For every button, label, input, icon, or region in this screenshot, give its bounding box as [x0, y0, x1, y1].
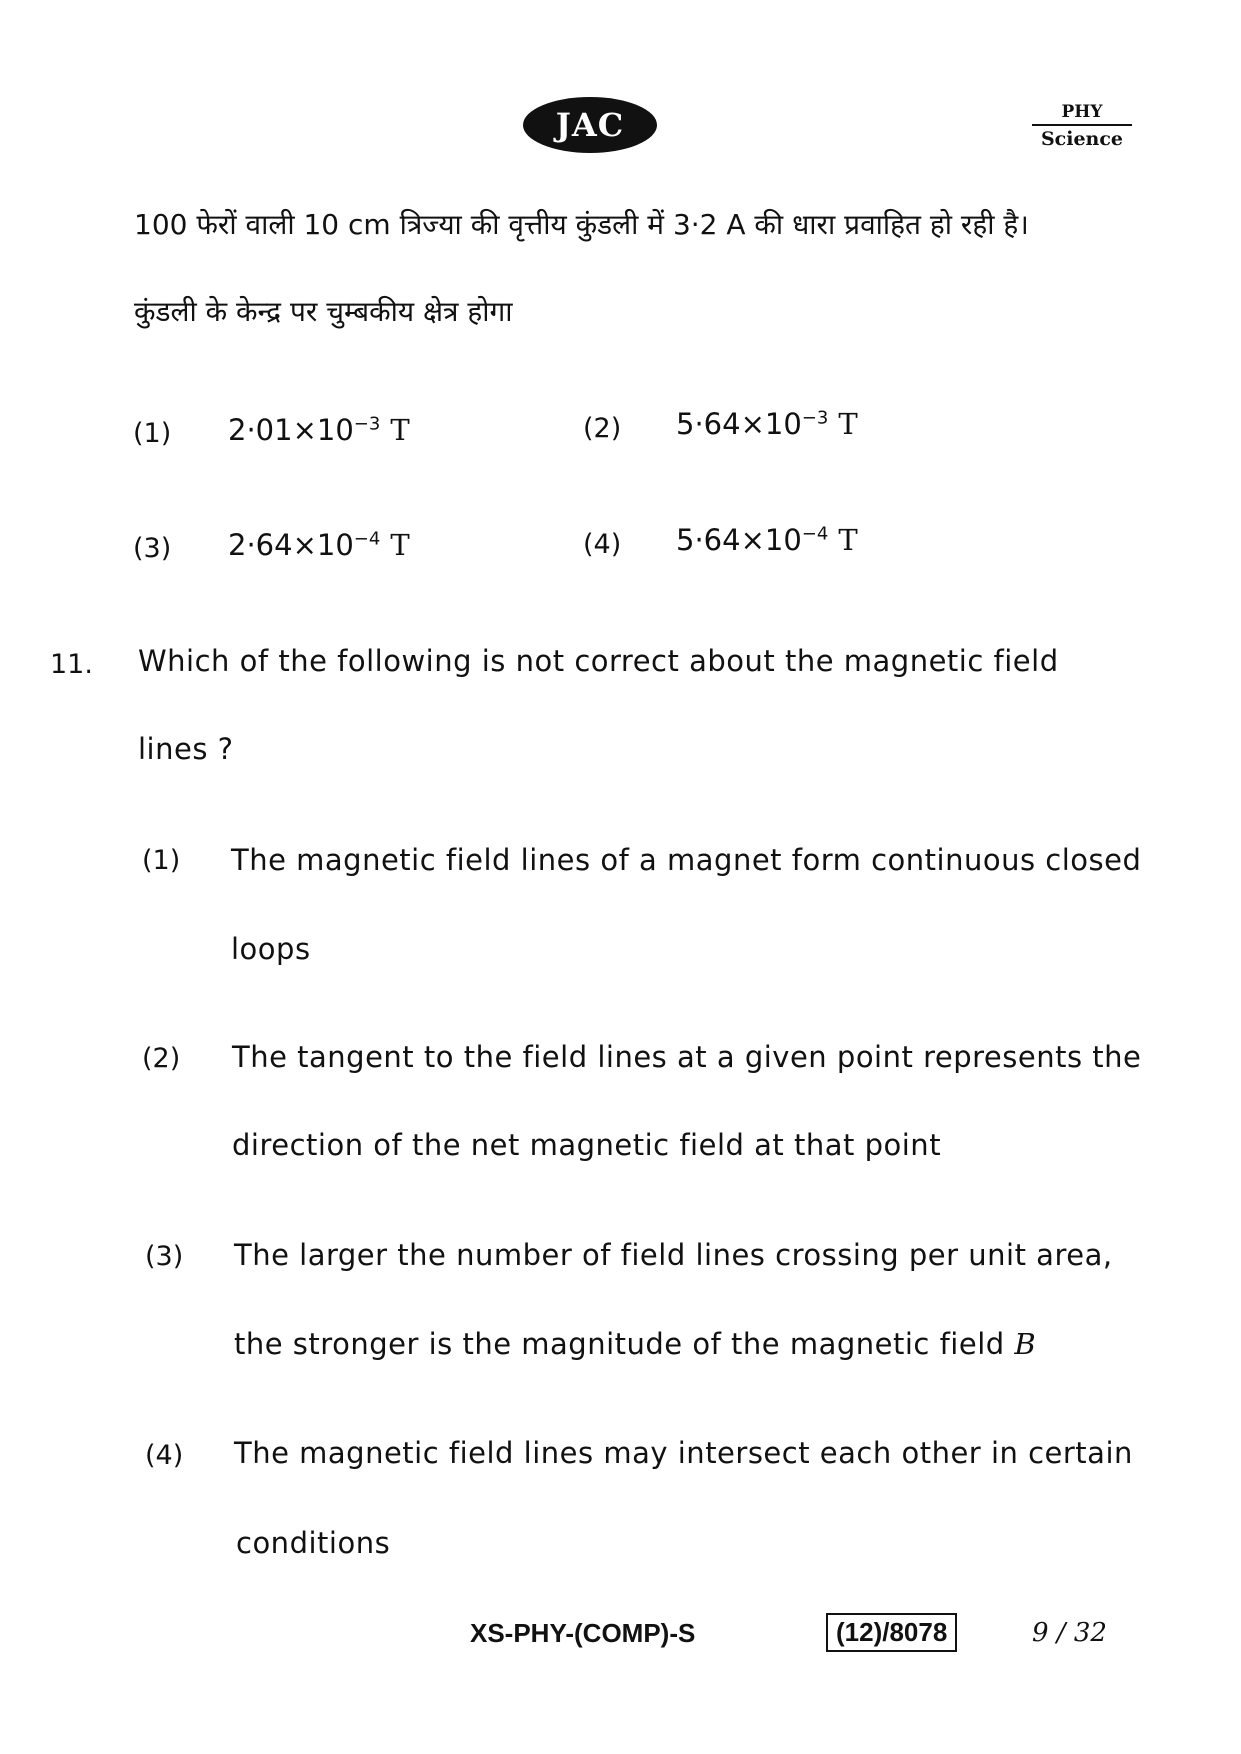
q11-option-3-symbol-b: B: [1014, 1327, 1037, 1361]
q11-stem-line-1: Which of the following is not correct about the magnetic field: [138, 644, 1059, 678]
subject-code: PHY: [1032, 102, 1132, 126]
q10-option-4-mantissa: 5·64: [676, 523, 741, 557]
q10-option-2-base: 10: [764, 407, 802, 441]
q11-option-4-line-2: conditions: [236, 1526, 391, 1560]
q10-option-2-mantissa: 5·64: [676, 407, 741, 441]
q11-option-3-line-2: [234, 1327, 1036, 1361]
q10-option-2-times: ×: [740, 407, 765, 441]
q10-option-4-exponent: −4: [801, 523, 829, 545]
q10-hindi-line-1: 100 फेरों वाली 10 cm त्रिज्या की वृत्तीय कुंडली में 3·2 A की धारा प्रवाहित हो रही है।: [134, 208, 1029, 241]
subject-name: Science: [1040, 128, 1124, 150]
q11-option-1-line-1: The magnetic field lines of a magnet form continuous closed: [231, 843, 1142, 877]
q11-option-3-line-1: The larger the number of field lines crossing per unit area,: [234, 1238, 1113, 1272]
q11-option-3-number: (3): [145, 1241, 184, 1272]
paper-set-box: (12)/8078: [826, 1613, 957, 1652]
q10-option-4-value: [676, 523, 858, 557]
q10-option-3-exponent: −4: [353, 528, 381, 550]
q10-option-1-exponent: −3: [353, 413, 381, 435]
q10-option-3-times: ×: [292, 528, 317, 562]
q10-option-1-unit: T: [390, 413, 410, 447]
q10-option-4-times: ×: [740, 523, 765, 557]
q11-option-1-number: (1): [142, 845, 181, 876]
q11-option-4-number: (4): [145, 1440, 184, 1471]
q10-option-3-number: (3): [133, 533, 172, 564]
q10-option-4-base: 10: [764, 523, 802, 557]
paper-code: XS-PHY-(COMP)-S: [470, 1618, 696, 1648]
q10-option-1-number: (1): [133, 418, 172, 449]
q10-option-4-number: (4): [583, 529, 622, 560]
q11-number: 11.: [50, 649, 93, 680]
subject-label: [1032, 102, 1132, 150]
q10-option-2-number: (2): [583, 413, 622, 444]
q11-option-1-line-2: loops: [231, 932, 311, 966]
q10-option-1-base: 10: [316, 413, 354, 447]
q10-option-3-unit: T: [390, 528, 410, 562]
q10-option-1-times: ×: [292, 413, 317, 447]
q10-option-2-unit: T: [838, 407, 858, 441]
q10-hindi-line-2: कुंडली के केन्द्र पर चुम्बकीय क्षेत्र होगा: [134, 295, 513, 328]
page-number: 9 / 32: [1032, 1618, 1107, 1648]
q11-stem-line-2: lines ?: [138, 732, 234, 766]
q10-option-3-mantissa: 2·64: [228, 528, 293, 562]
q11-option-2-number: (2): [142, 1043, 181, 1074]
q10-option-4-unit: T: [838, 523, 858, 557]
q10-option-2-value: [676, 407, 858, 441]
q10-option-1-value: [228, 413, 410, 447]
q10-option-3-value: [228, 528, 410, 562]
q11-option-2-line-1: The tangent to the field lines at a given point represents the: [232, 1040, 1142, 1074]
q11-option-3-line-2-text: the stronger is the magnitude of the magnetic field: [234, 1327, 1015, 1361]
q10-option-2-exponent: −3: [801, 407, 829, 429]
q11-option-2-line-2: direction of the net magnetic field at that point: [232, 1128, 942, 1162]
jac-logo: JAC: [523, 97, 657, 153]
q10-option-3-base: 10: [316, 528, 354, 562]
q10-option-1-mantissa: 2·01: [228, 413, 293, 447]
q11-option-4-line-1: The magnetic field lines may intersect each other in certain: [234, 1436, 1133, 1470]
